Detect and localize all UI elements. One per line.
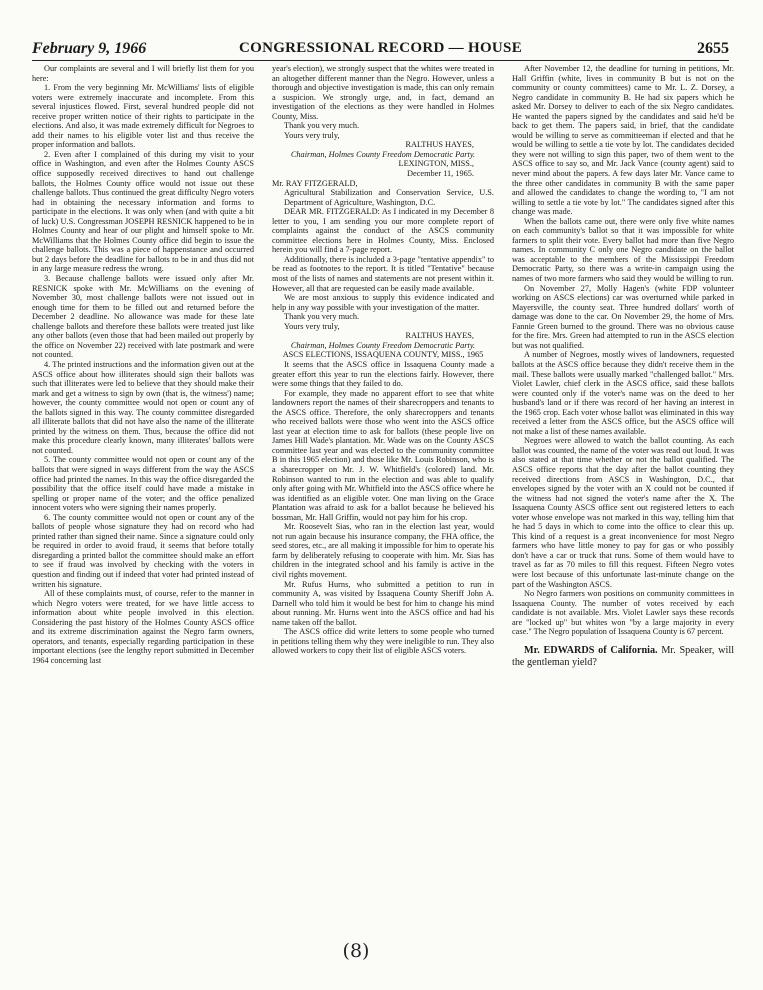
paragraph: December 11, 1965. <box>407 169 474 179</box>
paragraph: No Negro farmers won positions on community committees in Issaquena County. The number of votes received by each candidate is not available. Mrs. Violet Lawler says these records are "locked up" but whites won "by a large majority in every case." The Negro population of Issaquena County is 67 percent. <box>512 589 734 637</box>
header-date: February 9, 1966 <box>32 40 147 57</box>
paragraph: The ASCS office did write letters to some people who turned in petitions telling them why they were ineligible to run. They also allowed workers to copy their list of eligible ASCS voters. <box>272 627 494 656</box>
paragraph: DEAR MR. FITZGERALD: As I indicated in my December 8 letter to you, I am sending you our more complete report of complaints against the conduct of the ASCS community committee elections here in Holmes County, Miss. Enclosed herein you will find a 7-page report. <box>272 207 494 255</box>
paragraph: We are most anxious to supply this evidence indicated and help in any way possible with your investigation of the matter. <box>272 293 494 312</box>
paragraph: 2. Even after I complained of this during my visit to your office in Washington, and even after the Holmes County ASCS office supposedly received directives to hand out challenge ballots, the Holmes County office would not issue out these challenge ballots. Thus continued the great difficulty Negro voters had in obtaining the necessary information and forms to participate in the elections. It was only when (and with quite a bit of luck) U.S. Congressman JOSEPH RESNICK happened to be in Holmes County and hear of our plight and himself spoke to Mr. McWilliams that the Holmes County office did begin to issue the challenge ballots. This was a piece of happenstance and occurred but 2 days before the deadline for ballots to be in and thus did not in any large measure redress the wrong. <box>32 149 254 274</box>
paragraph: ASCS ELECTIONS, ISSAQUENA COUNTY, MISS., 1965 <box>282 350 484 360</box>
speaker-remark: Mr. Speaker, will the gentleman yield? <box>512 644 734 668</box>
paragraph: Agricultural Stabilization and Conservation Service, U.S. Department of Agriculture, Washington, D.C. <box>284 188 494 207</box>
paragraph: Additionally, there is included a 3-page "tentative appendix" to be read as footnotes to the report. It is titled "Tentative" because most of the lists of names and statements are not present within it. However, all that are requested can be easily made available. <box>272 254 494 293</box>
paragraph: 1. From the very beginning Mr. McWilliams' lists of eligible voters were extremely inaccurate and incomplete. From this several injustices flowed. First, several hundred people did not receive proper written notice of their rights to participate in the elections. And also, it was made extremely difficult for Negroes to add their names to his eligible voter list and thus receive the proper information and ballots. <box>32 83 254 150</box>
speaker-name: Mr. EDWARDS of California. <box>524 644 658 656</box>
paragraph: Negroes were allowed to watch the ballot counting. As each ballot was counted, the name of the voter was read out loud. It was also stated at that time whether or not the ballot qualified. The ASCS office reports that the day after the ballot counting they received directions from ASCS in Washington, D.C., that envelopes signed by the voter with an X could not be counted if the witness had not signed the voter's name after the X. The Issaquena County ASCS office sent out registered letters to each voter whose envelope was not marked in this way, telling him that he had 5 days in which to come into the office to clear this up. This kind of a request is a great inconvenience for most Negro farmers who have little money to pay for gas or who possibly don't have a car or truck that runs. Some of them would have to travel as far as 70 miles to fill this request. Fifteen Negro votes were lost because of this unfortunate last-minute change on the part of the Washington ASCS. <box>512 436 734 589</box>
page-header <box>32 38 729 61</box>
paragraph: Mr. Rufus Hurns, who submitted a petition to run in community A, was visited by Issaquena County Sheriff John A. Darnell who told him it would be best for him to change his mind about running. Mr. Hurns went into the ASCS office and had his name taken off the ballot. <box>272 579 494 627</box>
paragraph: Yours very truly, <box>284 130 340 140</box>
paragraph: 3. Because challenge ballots were issued only after Mr. RESNICK spoke with Mr. McWilliams on the evening of November 30, most challenge ballots were not issued out in enough time for them to be filled out and returned before the December 2 deadline. No allowance was made for these late challenge ballots and therefore these ballots were treated just like any other ballots (even those that had been mailed out properly by the office on November 22) received with late postmark and were not counted. <box>32 274 254 360</box>
paragraph: It seems that the ASCS office in Issaquena County made a greater effort this year to run the elections fairly. However, there were some things that they failed to do. <box>272 359 494 389</box>
paragraph: Chairman, Holmes County Freedom Democratic Party. <box>290 340 476 350</box>
handwritten-folio-mark: (8) <box>342 940 370 962</box>
column-2 <box>272 64 494 960</box>
paragraph: When the ballots came out, there were only five white names on each community's ballot so that it was impossible for white farmers to split their vote. Every ballot had more than five Negro names. In community C only one Negro candidate on the ballot was acceptable to the members of the Mississippi Freedom Democratic Party, so there was a write-in campaign using the names of two more farmers who said they would be willing to run. <box>512 216 734 284</box>
paragraph: All of these complaints must, of course, refer to the manner in which Negro voters were treated, for we have little access to information about white people involved in this election. Considering the past history of the Holmes County ASCS office and its extreme discrimination against the Negro farm owners, operators, and tenants, especially regarding participation in these important elections (see the lengthy report submitted in December 1964 concerning last <box>32 589 254 665</box>
paragraph: Yours very truly, <box>284 321 340 331</box>
paragraph: 6. The county committee would not open or count any of the ballots of people whose signature they had on record who had printed rather than signed their name. Since a signature could only be required in order to avoid fraud, it seems that before totally disregarding a printed ballot the committee should make an effort to see if fraud was involved by checking with the voters in question and finding out if indeed that voter had printed instead of written his signature. <box>32 512 254 589</box>
column-1 <box>32 64 254 960</box>
text-columns <box>32 64 734 960</box>
paragraph: LEXINGTON, MISS., <box>398 159 474 169</box>
column-3 <box>512 64 734 960</box>
paragraph: Thank you very much. <box>284 312 360 322</box>
header-title: CONGRESSIONAL RECORD — HOUSE <box>238 40 523 56</box>
paragraph: For example, they made no apparent effort to see that white landowners report the names of their sharecroppers and tenants to the ASCS office. Therefore, the only sharecroppers and tenants who received ballots were those who went into the ASCS office last year at election time to ask for ballots (these people live on James Hill Wade's plantation. Mr. Wade was on the County ASCS committee last year and was elected to the community committee B in this 1965 election) and those like Mr. Louis Robinson, who is a sharecropper on Mr. J. W. Whitfield's (colored) land. Mr. Robinson wanted to run in the election and was able to qualify only after going with Mr. Whitfield into the ASCS office where he was identified as an eligible voter. One man living on the Grace Plantation was afraid to ask for a ballot because he believed his bossman, Mr. Hall Griffin, would not pay him for his crop. <box>272 388 494 522</box>
header-page-number: 2655 <box>697 40 729 57</box>
paragraph: RALTHUS HAYES, <box>405 331 474 341</box>
paragraph: year's election), we strongly suspect that the whites were treated in an altogether different manner than the Negro. However, unless a thorough and objective investigation is made, this can only remain a suspicion. We strongly urge, and, in fact, demand an investigation of the elections as they were handled in Holmes County, Miss. <box>272 64 494 121</box>
paragraph: After November 12, the deadline for turning in petitions, Mr. Hall Griffin (white, lives in community B but is not on the community or county committees) came to Mr. L. Z. Dorsey, a Negro candidate in community B. He had six papers which he asked Mr. Dorsey to deliver to each of the six Negro candidates. He wanted the papers signed by the candidates and said he'd be back to get them. The papers said, in brief, that the candidate would be willing to serve as committeeman if elected and that he would be willing to settle a tie vote by lot. The candidates decided they were not willing to sign this paper, two of them went to the ASCS office to say so, and Mr. Jack Vance (county agent) said to never mind about the papers. A few days later Mr. Vance came to the three other candidates in community B with the same paper and allowed the candidates to change the wording to, "I am not willing to settle a tie vote by lot." The candidates signed after this change was made. <box>512 64 734 217</box>
paragraph: 5. The county committee would not open or count any of the ballots that were signed in ways different from the way the ASCS office had printed the names. In this way the office disregarded the possibility that the office itself could have made a mistake in spelling or proper name of the voter; and the office penalized innocent voters who were signing their names properly. <box>32 455 254 513</box>
paragraph: Mr. Roosevelt Sias, who ran in the election last year, would not run again because his insurance company, the FHA office, the seed stores, etc., are all making it impossible for him to operate his farm by deliberately refusing to cooperate with him. Mr. Sias has children in the integrated school and his family is active in the civil rights movement. <box>272 522 494 579</box>
paragraph: Our complaints are several and I will briefly list them for you here: <box>32 64 254 83</box>
paragraph: Mr. RAY FITZGERALD, <box>272 178 358 188</box>
paragraph: A number of Negroes, mostly wives of landowners, requested ballots at the ASCS office because they didn't receive them in the mail. These ballots were usually marked "challenged ballot." Mrs. Violet Lawler, chief clerk in the ASCS office, said these ballots were counted only if the voter's name was on the deed to her husband's land or if there was record of her having an interest in the 1965 crop. Each voter whose ballot was eliminated in this way received a letter from the ASCS office, but the ASCS office will not make a list of these names available. <box>512 350 734 436</box>
paragraph: 4. The printed instructions and the information given out at the ASCS office about how illiterates should sign their ballots was such that illiterates were led to believe that they should make their mark and get a witness to sign by own (that is, the witness') name; however, the county committee would not open or count any of the ballots signed in this way. The county committee disregarded all illiterate ballots that did not have also the name of the illiterate printed by the witness on them. Thus, because the office did not make this procedure clearly known, many illiterates' ballots were not counted. <box>32 359 254 455</box>
paragraph: RALTHUS HAYES, <box>405 140 474 150</box>
paragraph: Thank you very much. <box>284 121 360 131</box>
paragraph: On November 27, Molly Hagen's (white FDP volunteer working on ASCS elections) car was overturned while parked in Mayersville, the county seat. Three hundred dollars' worth of damage was done to the car. On November 29, the home of Mrs. Fannie Green burned to the ground. There was no obvious cause for the fire. Mrs. Green had attempted to run in the ASCS election but was not qualified. <box>512 283 734 350</box>
paragraph: Chairman, Holmes County Freedom Democratic Party. <box>290 149 476 159</box>
closing-speaker-paragraph <box>512 645 734 669</box>
